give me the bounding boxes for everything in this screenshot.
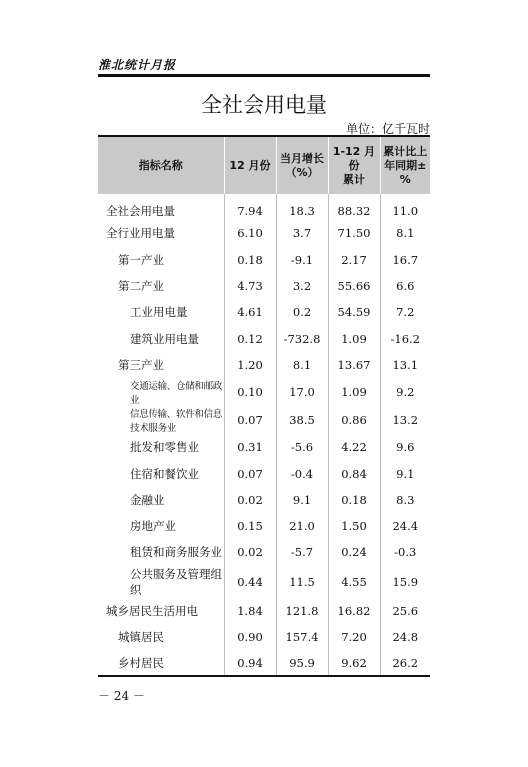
cell-growth: 18.3	[276, 194, 328, 220]
cell-name: 交通运输、仓储和邮政业	[130, 381, 223, 407]
table-row	[98, 194, 430, 220]
table-row	[98, 624, 430, 650]
cell-yoy: 24.4	[380, 513, 430, 539]
cell-cum: 54.59	[328, 299, 380, 325]
cell-yoy: -0.3	[380, 539, 430, 565]
cell-m12: 0.07	[224, 460, 276, 486]
cell-cum: 0.86	[328, 406, 380, 434]
cell-yoy: 6.6	[380, 273, 430, 299]
cell-yoy: 11.0	[380, 194, 430, 220]
cell-yoy: 24.8	[380, 624, 430, 650]
cell-cum: 88.32	[328, 194, 380, 220]
page-number: － 24 －	[98, 689, 145, 703]
cell-growth: 121.8	[276, 598, 328, 624]
cell-name: 全行业用电量	[106, 226, 175, 241]
cell-yoy: 9.6	[380, 434, 430, 460]
cell-cum: 4.55	[328, 566, 380, 598]
cell-cum: 55.66	[328, 273, 380, 299]
cell-yoy: 13.1	[380, 352, 430, 378]
cell-m12: 0.44	[224, 566, 276, 598]
table-row	[98, 460, 430, 486]
cell-cum: 9.62	[328, 650, 380, 676]
table-row	[98, 325, 430, 351]
cell-growth: 95.9	[276, 650, 328, 676]
cell-growth: 9.1	[276, 487, 328, 513]
cell-yoy: 15.9	[380, 566, 430, 598]
cell-m12: 0.15	[224, 513, 276, 539]
cell-name: 住宿和餐饮业	[130, 466, 199, 481]
cell-m12: 0.90	[224, 624, 276, 650]
cell-yoy: -16.2	[380, 325, 430, 351]
cell-growth: -0.4	[276, 460, 328, 486]
col-header-yoy: 累计比上 年同期±%	[380, 136, 430, 194]
cell-growth: -9.1	[276, 247, 328, 273]
cell-name: 第三产业	[118, 357, 164, 372]
cell-name: 全社会用电量	[106, 204, 175, 219]
cell-cum: 0.18	[328, 487, 380, 513]
cell-cum: 1.09	[328, 378, 380, 406]
col-header-cumulative: 1-12 月份 累计	[328, 136, 380, 194]
cell-name: 租赁和商务服务业	[130, 545, 222, 560]
col-header-month: 12 月份	[224, 136, 276, 194]
cell-growth: 21.0	[276, 513, 328, 539]
table-row	[98, 406, 430, 434]
cell-name: 建筑业用电量	[130, 331, 199, 346]
cell-m12: 4.61	[224, 299, 276, 325]
cell-m12: 1.20	[224, 352, 276, 378]
cell-name: 工业用电量	[130, 305, 188, 320]
cell-m12: 0.31	[224, 434, 276, 460]
table-row	[98, 650, 430, 676]
cell-m12: 0.18	[224, 247, 276, 273]
publication-name: 淮北统计月报	[98, 58, 177, 72]
cell-yoy: 13.2	[380, 406, 430, 434]
cell-cum: 16.82	[328, 598, 380, 624]
cell-name: 批发和零售业	[130, 440, 199, 455]
electricity-table	[98, 135, 430, 677]
cell-m12: 0.94	[224, 650, 276, 676]
page-title: 全社会用电量	[201, 93, 327, 117]
header-rule	[98, 74, 430, 77]
cell-growth: 3.2	[276, 273, 328, 299]
cell-yoy: 7.2	[380, 299, 430, 325]
table-row	[98, 247, 430, 273]
cell-name: 金融业	[130, 492, 165, 507]
table-row	[98, 352, 430, 378]
cell-name: 第一产业	[118, 252, 164, 267]
cell-yoy: 26.2	[380, 650, 430, 676]
cell-yoy: 16.7	[380, 247, 430, 273]
cell-growth: 8.1	[276, 352, 328, 378]
cell-cum: 0.24	[328, 539, 380, 565]
cell-name: 信息传输、软件和信息技术服务业	[130, 409, 223, 435]
cell-name: 乡村居民	[118, 655, 164, 670]
cell-cum: 7.20	[328, 624, 380, 650]
cell-cum: 0.84	[328, 460, 380, 486]
table-row	[98, 273, 430, 299]
cell-growth: 38.5	[276, 406, 328, 434]
table-row	[98, 513, 430, 539]
cell-yoy: 9.1	[380, 460, 430, 486]
cell-cum: 71.50	[328, 220, 380, 246]
cell-growth: 0.2	[276, 299, 328, 325]
table-row	[98, 299, 430, 325]
cell-cum: 4.22	[328, 434, 380, 460]
cell-growth: -732.8	[276, 325, 328, 351]
cell-name: 公共服务及管理组织	[130, 566, 222, 597]
cell-cum: 1.09	[328, 325, 380, 351]
cell-m12: 7.94	[224, 194, 276, 220]
cell-cum: 1.50	[328, 513, 380, 539]
cell-growth: 17.0	[276, 378, 328, 406]
table-row	[98, 539, 430, 565]
cell-m12: 1.84	[224, 598, 276, 624]
cell-m12: 6.10	[224, 220, 276, 246]
cell-growth: 11.5	[276, 566, 328, 598]
cell-growth: 157.4	[276, 624, 328, 650]
cell-name: 房地产业	[130, 519, 176, 534]
cell-name: 城乡居民生活用电	[106, 603, 198, 618]
cell-yoy: 8.3	[380, 487, 430, 513]
cell-m12: 0.02	[224, 487, 276, 513]
cell-m12: 0.07	[224, 406, 276, 434]
col-header-growth: 当月增长 （%）	[276, 136, 328, 194]
cell-yoy: 9.2	[380, 378, 430, 406]
cell-growth: -5.6	[276, 434, 328, 460]
table-row	[98, 378, 430, 406]
cell-m12: 4.73	[224, 273, 276, 299]
table-row	[98, 220, 430, 246]
table-row	[98, 434, 430, 460]
table-row	[98, 566, 430, 598]
cell-m12: 0.10	[224, 378, 276, 406]
cell-name: 城镇居民	[118, 630, 164, 644]
cell-growth: 3.7	[276, 220, 328, 246]
cell-m12: 0.02	[224, 539, 276, 565]
cell-cum: 2.17	[328, 247, 380, 273]
cell-yoy: 25.6	[380, 598, 430, 624]
cell-yoy: 8.1	[380, 220, 430, 246]
cell-name: 第二产业	[118, 279, 164, 294]
table-header-row	[98, 136, 430, 194]
cell-m12: 0.12	[224, 325, 276, 351]
cell-growth: -5.7	[276, 539, 328, 565]
unit-label: 单位：亿千瓦时	[345, 122, 430, 136]
col-header-name: 指标名称	[138, 158, 183, 172]
table-row	[98, 487, 430, 513]
table-row	[98, 598, 430, 624]
cell-cum: 13.67	[328, 352, 380, 378]
